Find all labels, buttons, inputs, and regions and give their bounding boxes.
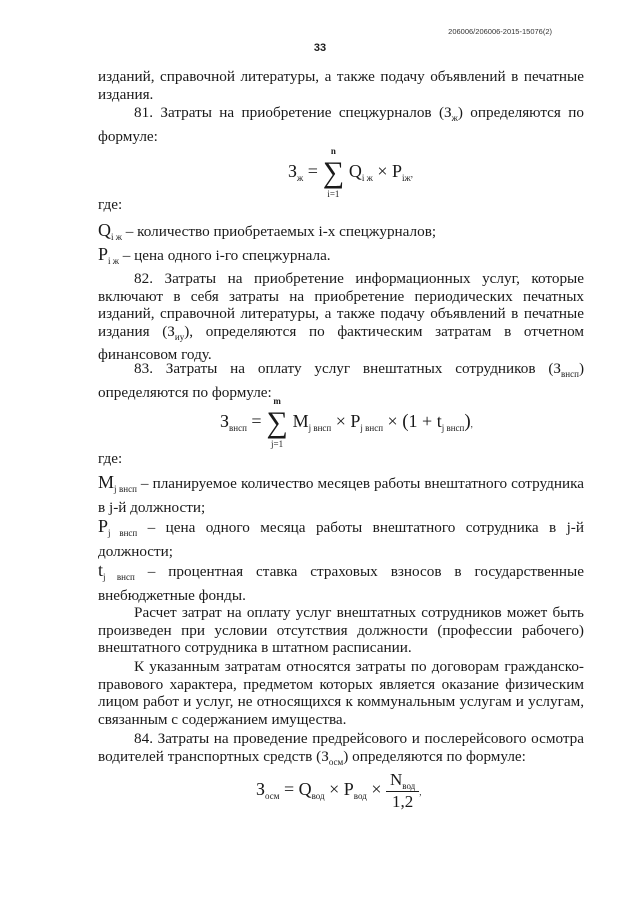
paragraph-81: 81. Затраты на приобретение спецжурналов $(З_ж)$ определяются по формуле: (98, 104, 584, 145)
document-id: 206006/206006-2015-15076(2) (448, 27, 552, 36)
definition-p: $P_{i ж}$ – цена одного i-го спецжурнала. (98, 244, 331, 266)
definition-m: $M_{j внсп}$ – планируемое количество месяцев работы внештатного сотрудника в j-й должности; (98, 472, 584, 516)
paragraph-83: 83. Затраты на оплату услуг внештатных сотрудников $(З_{внсп})$ определяются по формуле: (98, 360, 584, 401)
paragraph-calculation: Расчет затрат на оплату услуг внештатных сотрудников может быть произведен при условии отсутствия должности (профессии рабочего) внештатного сотрудника в штатном расписании. (98, 604, 584, 657)
definition-t: $t_{j внсп}$ – процентная ставка страховых взносов в государственные внебюджетные фонды. (98, 560, 584, 604)
paragraph-contracts: К указанным затратам относятся затраты по договорам гражданско-правового характера, предметом которых является оказание физическим лицом работ и услуг, не относящихся к коммунальным услугам и услугам, связанным с содержанием имущества. (98, 658, 584, 728)
fraction: $\frac{N_{вод}}{1,2}$ (386, 770, 419, 812)
sum-symbol: m ∑ j=1 (266, 396, 288, 449)
where-label-1: где: (98, 196, 123, 213)
definition-q: $Q_{i ж}$ – количество приобретаемых i-х спецжурналов; (98, 220, 437, 242)
formula-81: $З_ж$ = n ∑ i=1 $Q_{i ж} \times P_{iж}$, (288, 146, 414, 199)
definition-pj: $P_{j внсп}$ – цена одного месяца работы внештатного сотрудника в j-й должности; (98, 516, 584, 560)
paragraph-continuation: изданий, справочной литературы, а также подачу объявлений в печатные издания. (98, 68, 584, 103)
page-number: 33 (313, 42, 327, 54)
where-label-2: где: (98, 450, 123, 467)
paragraph-84: 84. Затраты на проведение предрейсового и послерейсового осмотра водителей транспортных средств $(З_{осм})$ определяются по формуле: (98, 730, 584, 767)
formula-83: $З_{внсп}$ = m ∑ j=1 $M_{j внсп} \times P_{j внсп} \times (1 + t_{j внсп})$, (220, 396, 473, 449)
formula-84: $З_{осм} = Q_{вод} \times P_{вод}$ × $\frac{N_{вод}}{1,2}$ , (256, 770, 422, 811)
sum-symbol: n ∑ i=1 (322, 146, 345, 199)
paragraph-82: 82. Затраты на приобретение информационных услуг, которые включают в себя затраты на приобретение периодических печатных изданий, справочной литературы, а также подачу объявлений в печатные издания $(З_{иу})$, определяются по фактическим затратам в отчетном финансовом году. (98, 270, 584, 364)
